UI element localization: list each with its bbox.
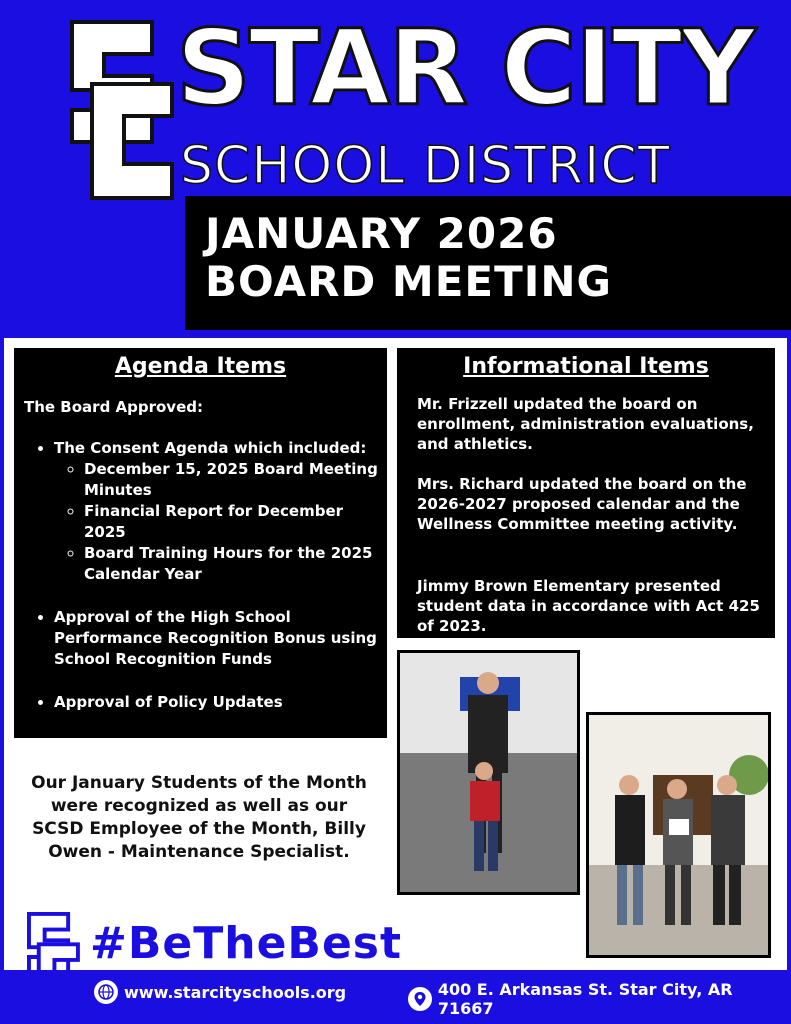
district-subtitle: SCHOOL DISTRICT xyxy=(180,136,671,196)
students-of-month-text: Our January Students of the Month were recognized as well as our SCSD Employee of the Month, Billy Owen - Maintenance Specialist. xyxy=(31,773,367,862)
info-paragraph-2: Mrs. Richard updated the board on the 2026-2027 proposed calendar and the Wellness Committee meeting activity. xyxy=(417,475,747,533)
info-paragraph-1: Mr. Frizzell updated the board on enrollment, administration evaluations, and athletics. xyxy=(417,395,754,453)
info-box xyxy=(397,348,775,638)
info-heading: Informational Items xyxy=(463,354,709,379)
hashtag: #BeTheBest xyxy=(90,918,403,969)
photo-employee-of-month xyxy=(586,712,771,958)
banner-line-2: BOARD MEETING xyxy=(205,257,612,306)
footer xyxy=(0,970,791,1024)
agenda-intro: The Board Approved: xyxy=(24,398,203,416)
photo-student-and-principal xyxy=(397,650,580,895)
list-item: ◦ December 15, 2025 Board Meeting Minutes xyxy=(84,459,384,501)
list-item: ◦ Board Training Hours for the 2025 Calendar Year xyxy=(84,543,384,585)
globe-icon xyxy=(94,980,118,1004)
banner-line-1: JANUARY 2026 xyxy=(205,209,558,258)
list-item: ◦ Financial Report for December 2025 xyxy=(84,501,384,543)
map-pin-icon xyxy=(408,987,432,1011)
district-title: STAR CITY xyxy=(176,7,754,129)
list-item: • Approval of Policy Updates xyxy=(54,692,384,713)
agenda-list xyxy=(54,438,384,735)
info-paragraph-3: Jimmy Brown Elementary presented student data in accordance with Act 425 of 2023. xyxy=(417,577,760,635)
sc-logo xyxy=(52,14,182,206)
meeting-banner xyxy=(185,196,791,330)
website-text: www.starcityschools.org xyxy=(124,982,347,1002)
address xyxy=(408,980,791,1018)
agenda-heading: Agenda Items xyxy=(114,354,287,379)
agenda-box xyxy=(14,348,387,738)
address-text: 400 E. Arkansas St. Star City, AR 71667 xyxy=(437,980,733,1018)
list-item: • Approval of the High School Performance Recognition Bonus using School Recognition Funds xyxy=(54,607,384,670)
website-link[interactable] xyxy=(94,980,346,1004)
list-item: • The Consent Agenda which included: ◦ December 15, 2025 Board Meeting Minutes ◦ Financial Report for December 2025 ◦ Board Training Hours for the 2025 Calendar Year xyxy=(54,438,384,585)
